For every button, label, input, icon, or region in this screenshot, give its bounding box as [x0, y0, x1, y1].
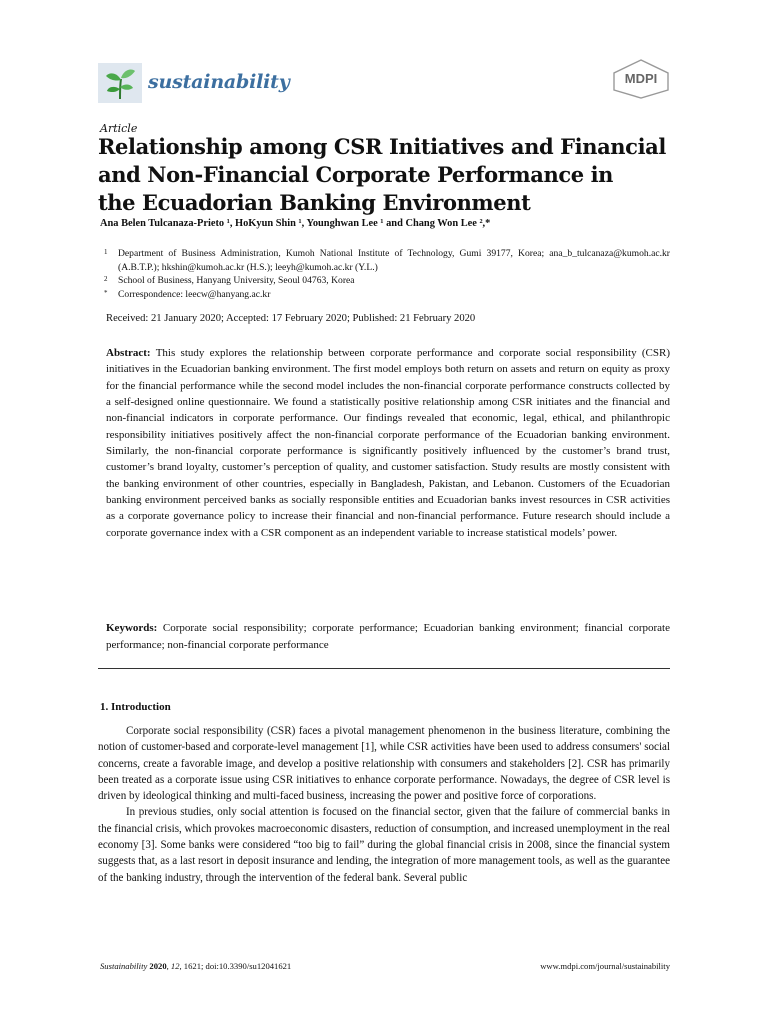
affiliations: [104, 247, 670, 301]
keywords: [106, 620, 670, 653]
abstract: [106, 345, 670, 541]
abstract-text: This study explores the relationship between corporate performance and corporate social responsibility (CSR) initiatives in the Ecuadorian banking environment. The first model employs both return on assets and return on equity as proxy for the financial performance while the second model includes the non-financial corporate performance constructs collected by a self-designed online questionnaire. We found a statistically positive relationship among CSR initiates and the financial and non-financial indicators in corporate performance. Our findings revealed that economic, legal, ethical, and philanthropic responsibility initiatives positively affect the non-financial corporate performance of the Ecuadorian banking environment. Similarly, the non-financial corporate performance is significantly positively influenced by the customer’s brand trust, customer’s brand loyalty, customer’s perception of quality, and customer satisfaction. Study results are mostly consistent with the banking environment of other countries, especially in Bangladesh, Pakistan, and Lebanon. Customers of the Ecuadorian banking environment perceived banks as socially responsible entities and Ecuadorian banks invest resources in CSR activities as a corporate governance policy to increase their financial and non-financial performance. Future research should include a corporate governance index with a CSR component as an independent variable to increase statistical models’ power.: [106, 347, 670, 539]
paper-title: [98, 133, 678, 217]
section-heading: 1. Introduction: [100, 701, 171, 713]
title-line: Relationship among CSR Initiatives and Financial: [98, 134, 666, 159]
footer-year: 2020: [149, 961, 167, 971]
affiliation-item: [104, 274, 670, 288]
article-type: Article: [100, 122, 138, 135]
affiliation-marker: *: [104, 288, 108, 297]
footer-volume: 12: [170, 961, 180, 971]
paragraph: In previous studies, only social attention is focused on the financial sector, given that the failure of commercial banks in the financial crisis, which provokes macroeconomic disasters, reduction of consumption, and increased unemployment in the real economy [3]. Some banks were considered “too big to fail” during the global financial crisis in 2008, since the financial system suggests that, as a last resort in deposit insurance and lending, the integration of more management tools, as well as the guarantee of the banking industry, through the intervention of the federal bank. Several public: [98, 806, 670, 884]
affiliation-item: [104, 288, 670, 302]
abstract-label: Abstract:: [106, 347, 151, 359]
author-list: Ana Belen Tulcanaza-Prieto ¹, HoKyun Shin ¹, Younghwan Lee ¹ and Chang Won Lee ²,*: [100, 218, 491, 229]
publication-dates: Received: 21 January 2020; Accepted: 17 February 2020; Published: 21 February 2020: [106, 313, 476, 324]
journal-name: sustainability: [148, 71, 290, 93]
mdpi-logo-icon: [610, 58, 672, 100]
keywords-text: Corporate social responsibility; corporate performance; Ecuadorian banking environment; financial corporate performance; non-financial corporate performance: [106, 622, 670, 651]
keywords-label: Keywords:: [106, 622, 158, 634]
affiliation-text: Correspondence: leecw@hanyang.ac.kr: [118, 288, 271, 300]
affiliation-text: School of Business, Hanyang University, Seoul 04763, Korea: [118, 275, 355, 287]
section-body: [98, 723, 670, 886]
affiliation-marker: 2: [104, 275, 108, 284]
paragraph: Corporate social responsibility (CSR) faces a pivotal management phenomenon in the business literature, combining the notion of customer-based and corporate-level management [1], while CSR activities have been used to address consumers' social concerns, create a favorable image, and develop a positive relationship with consumers and stakeholders [2]. CSR has primarily been treated as a corporate issue using CSR initiatives to enhance corporate performance. Nowadays, the degree of CSR level is driven by ideological thinking and multi-faced business, increasing the power and positive force of corporations.: [98, 725, 670, 803]
affiliation-text: Department of Business Administration, Kumoh National Institute of Technology, Gumi 39177, Korea; ana_b_tulcanaza@kumoh.ac.kr (A.B.T.P.); hkshin@kumoh.ac.kr (H.S.); leeyh@kumoh.ac.kr (Y.L.): [118, 248, 670, 273]
mdpi-logo-text: MDPI: [624, 71, 658, 86]
title-line: and Non-Financial Corporate Performance in: [98, 162, 614, 187]
affiliation-marker: 1: [104, 248, 108, 256]
footer-url-link[interactable]: www.mdpi.com/journal/sustainability: [540, 961, 670, 971]
title-line: the Ecuadorian Banking Environment: [98, 190, 531, 215]
affiliation-item: [104, 247, 670, 274]
footer-journal: Sustainability: [100, 961, 148, 971]
footer-doi: , 1621; doi:10.3390/su12041621: [179, 961, 292, 971]
footer-citation: Sustainability 2020, 12, 1621; doi:10.3390/su12041621: [100, 961, 292, 971]
section-divider: [98, 668, 670, 669]
journal-logo-icon: [98, 63, 142, 103]
